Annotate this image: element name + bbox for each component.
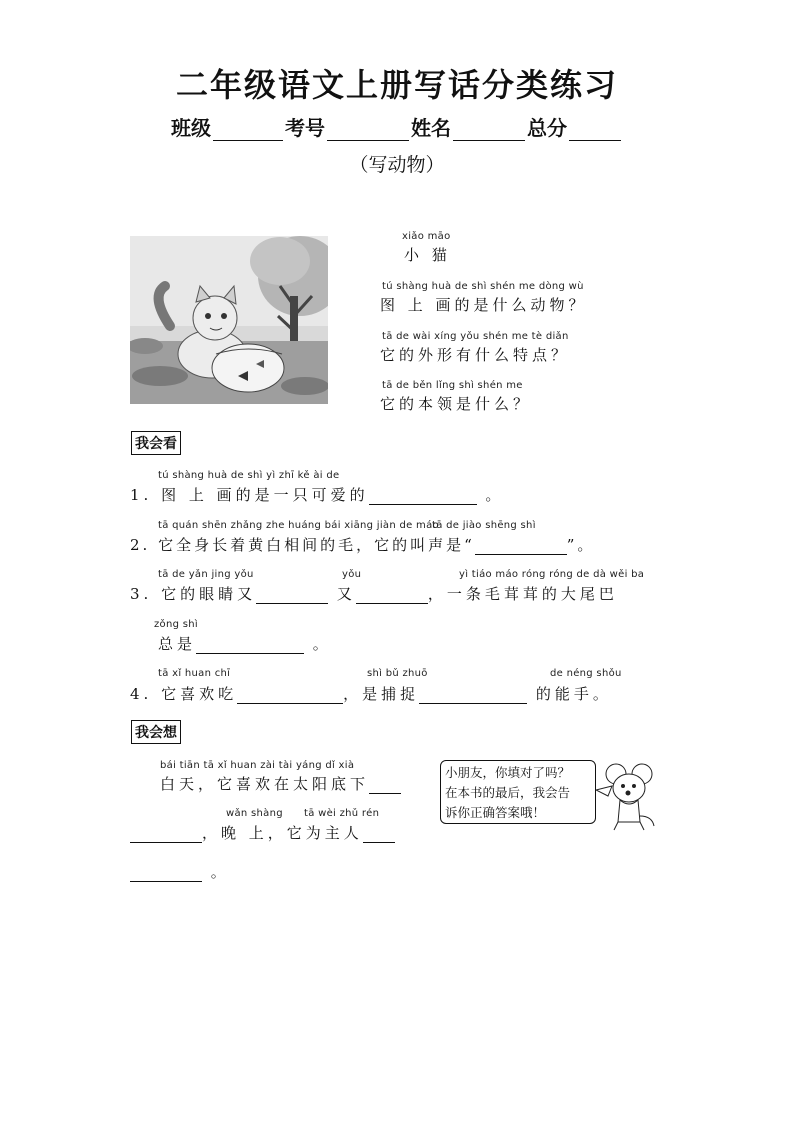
sentence-3b-end: 。: [312, 635, 332, 653]
exam-no-label: 考号: [285, 116, 325, 140]
sentence-3-pinyin-c: yì tiáo máo róng róng de dà wěi ba: [459, 569, 645, 580]
sentence-3-text-a: 3. 它的眼睛又: [130, 585, 257, 603]
cat-with-fishbowl-image: [130, 236, 328, 404]
sentence-4-pinyin-b: shì bǔ zhuō: [367, 668, 428, 679]
sentence-4-pinyin-c: de néng shǒu: [550, 668, 622, 679]
think-line-3-end: 。: [210, 863, 230, 881]
sentence-4: [130, 683, 612, 704]
sentence-4-blank-2[interactable]: [419, 689, 527, 704]
class-blank[interactable]: [213, 120, 283, 141]
think-line-2-blank-2[interactable]: [363, 828, 395, 843]
question-2: 它的外形有什么特点？: [380, 346, 571, 364]
think-line-2-pinyin-a: wǎn shàng: [226, 808, 283, 819]
sentence-3-text-b: 又: [336, 585, 356, 603]
think-line-1: [160, 773, 401, 794]
class-label: 班级: [171, 116, 211, 140]
sentence-4-pinyin-a: tā xǐ huan chī: [158, 668, 231, 679]
sentence-2-pinyin-a: tā quán shēn zhǎng zhe huáng bái xiāng jiàn de máo: [158, 520, 439, 531]
question-1-pinyin: tú shàng huà de shì shén me dòng wù: [382, 281, 584, 292]
sentence-4-text-c: 的能手。: [535, 685, 612, 703]
sentence-4-text-a: 4. 它喜欢吃: [130, 685, 238, 703]
score-blank[interactable]: [569, 120, 621, 141]
bubble-line-2: 在本书的最后，我会告: [445, 785, 571, 800]
cat-illustration: [130, 236, 328, 404]
name-blank[interactable]: [453, 120, 525, 141]
sentence-3-blank-2[interactable]: [356, 589, 428, 604]
sentence-4-blank-1[interactable]: [237, 689, 343, 704]
sentence-1-end: 。: [485, 486, 505, 504]
think-line-2-pinyin-b: tā wèi zhǔ rén: [304, 808, 380, 819]
sentence-3-blank-1[interactable]: [256, 589, 328, 604]
sentence-1-blank[interactable]: [369, 490, 477, 505]
sentence-3b-blank[interactable]: [196, 639, 304, 654]
think-line-2-text: ，晚 上，它为主人: [202, 824, 363, 842]
student-info-row: [0, 112, 794, 141]
exam-no-blank[interactable]: [327, 120, 409, 141]
question-2-pinyin: tā de wài xíng yǒu shén me tè diǎn: [382, 331, 569, 342]
think-line-3-blank[interactable]: [130, 867, 202, 882]
sentence-1-pinyin: tú shàng huà de shì yì zhī kě ài de: [158, 470, 340, 481]
sentence-2-text: 2. 它全身长着黄白相间的毛，它的叫声是“: [130, 536, 475, 554]
sentence-1-text: 1. 图 上 画的是一只可爱的: [130, 486, 369, 504]
think-line-2-blank-1[interactable]: [130, 828, 202, 843]
think-line-3: [130, 861, 230, 882]
sentence-4-text-b: ，是捕捉: [343, 685, 420, 703]
bubble-line-3: 诉你正确答案哦！: [445, 805, 546, 820]
topic-pinyin: xiǎo māo: [402, 231, 451, 242]
sentence-3b: [158, 633, 332, 654]
sentence-3-pinyin-b: yǒu: [342, 569, 362, 580]
speech-bubble: [440, 760, 596, 824]
think-line-1-blank[interactable]: [369, 779, 401, 794]
score-label: 总分: [527, 116, 567, 140]
section-look-label: 我会看: [131, 431, 181, 455]
mouse-icon: [596, 760, 656, 832]
sentence-2-blank[interactable]: [475, 540, 567, 555]
question-3: 它的本领是什么？: [380, 395, 533, 413]
think-line-2: [130, 822, 395, 843]
section-think-label: 我会想: [131, 720, 181, 744]
sentence-3b-pinyin: zǒng shì: [154, 619, 198, 630]
bubble-line-1: 小朋友，你填对了吗？: [445, 765, 571, 780]
name-label: 姓名: [411, 116, 451, 140]
question-3-pinyin: tā de běn lǐng shì shén me: [382, 380, 523, 391]
sentence-2: [130, 534, 595, 555]
sentence-3-pinyin-a: tā de yǎn jing yǒu: [158, 569, 254, 580]
sentence-2-pinyin-b: tā de jiào shēng shì: [432, 520, 536, 531]
think-line-1-pinyin: bái tiān tā xǐ huan zài tài yáng dǐ xià: [160, 760, 355, 771]
think-line-1-text: 白天，它喜欢在太阳底下: [160, 775, 370, 793]
mouse-illustration: [596, 760, 656, 832]
sentence-3-text-c: ，一条毛茸茸的大尾巴: [427, 585, 618, 603]
sentence-3: [130, 583, 618, 604]
topic-title: 小 猫: [404, 246, 451, 264]
question-1: 图 上 画的是什么动物？: [380, 296, 588, 314]
sentence-2-end: ”。: [566, 536, 596, 554]
page-title: 二年级语文上册写话分类练习: [175, 66, 618, 104]
subtitle: （写动物）: [349, 154, 445, 176]
sentence-3b-text: 总是: [158, 635, 197, 653]
sentence-1: [130, 484, 504, 505]
